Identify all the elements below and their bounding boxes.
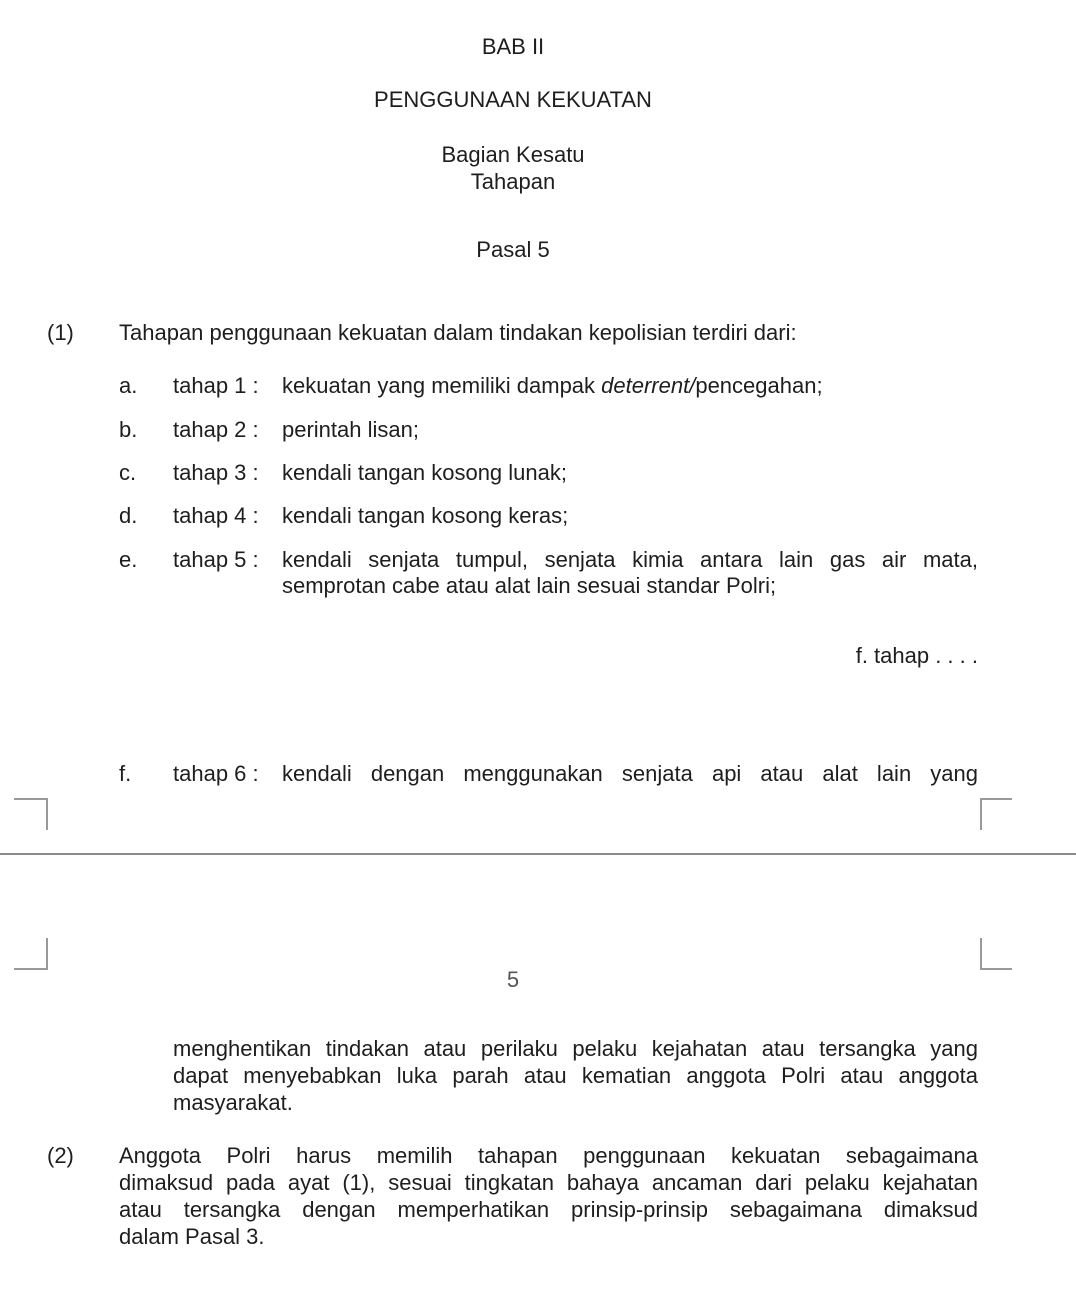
continuation-line-3: masyarakat. <box>173 1090 293 1115</box>
item-e-letter: e. <box>119 547 138 572</box>
item-f-letter: f. <box>119 761 132 786</box>
part-heading: Bagian Kesatu <box>441 142 585 167</box>
chapter-heading: BAB II <box>481 34 545 59</box>
item-e-stage: tahap 5 : <box>173 547 259 572</box>
item-e-description-line-1: kendali senjata tumpul, senjata kimia antara lain gas air mata, <box>282 547 978 572</box>
paragraph-2-line-1: Anggota Polri harus memilih tahapan penggunaan kekuatan sebagaimana <box>119 1143 978 1168</box>
paragraph-1-text: Tahapan penggunaan kekuatan dalam tindakan kepolisian terdiri dari: <box>119 320 797 345</box>
crop-mark-bottom-right <box>980 938 1012 970</box>
paragraph-2-number: (2) <box>47 1143 74 1168</box>
item-c-stage: tahap 3 : <box>173 460 259 485</box>
crop-mark-bottom-left <box>14 938 48 970</box>
page-break-separator <box>0 853 1076 855</box>
item-b-description: perintah lisan; <box>282 417 419 442</box>
item-a-description <box>282 373 823 399</box>
continuation-line-2: dapat menyebabkan luka parah atau kematian anggota Polri atau anggota <box>173 1063 978 1088</box>
item-a-stage: tahap 1 : <box>173 373 259 398</box>
item-d-stage: tahap 4 : <box>173 503 259 528</box>
item-b-stage: tahap 2 : <box>173 417 259 442</box>
paragraph-2-line-3: atau tersangka dengan memperhatikan prinsip-prinsip sebagaimana dimaksud <box>119 1197 978 1222</box>
item-a-italic-term: deterrent/ <box>601 373 696 398</box>
paragraph-2-line-2: dimaksud pada ayat (1), sesuai tingkatan bahaya ancaman dari pelaku kejahatan <box>119 1170 978 1195</box>
page-number: 5 <box>506 967 520 992</box>
paragraph-2-line-4: dalam Pasal 3. <box>119 1224 265 1249</box>
crop-mark-top-right <box>980 798 1012 830</box>
item-a-text-end: pencegahan; <box>695 373 823 398</box>
item-e-description-line-2: semprotan cabe atau alat lain sesuai standar Polri; <box>282 573 777 598</box>
item-f-description-line-1: kendali dengan menggunakan senjata api atau alat lain yang <box>282 761 978 786</box>
article-heading: Pasal 5 <box>476 237 550 262</box>
item-b-letter: b. <box>119 417 138 442</box>
crop-mark-top-left <box>14 798 48 830</box>
paragraph-1-number: (1) <box>47 320 74 345</box>
item-f-stage: tahap 6 : <box>173 761 259 786</box>
catchword: f. tahap . . . . <box>855 643 978 668</box>
item-d-letter: d. <box>119 503 138 528</box>
item-a-text: kekuatan yang memiliki dampak <box>282 373 602 398</box>
item-d-description: kendali tangan kosong keras; <box>282 503 569 528</box>
item-c-description: kendali tangan kosong lunak; <box>282 460 567 485</box>
item-a-letter: a. <box>119 373 138 398</box>
chapter-title: PENGGUNAAN KEKUATAN <box>374 87 652 112</box>
item-c-letter: c. <box>119 460 137 485</box>
part-title: Tahapan <box>470 169 556 194</box>
continuation-line-1: menghentikan tindakan atau perilaku pelaku kejahatan atau tersangka yang <box>173 1036 978 1061</box>
